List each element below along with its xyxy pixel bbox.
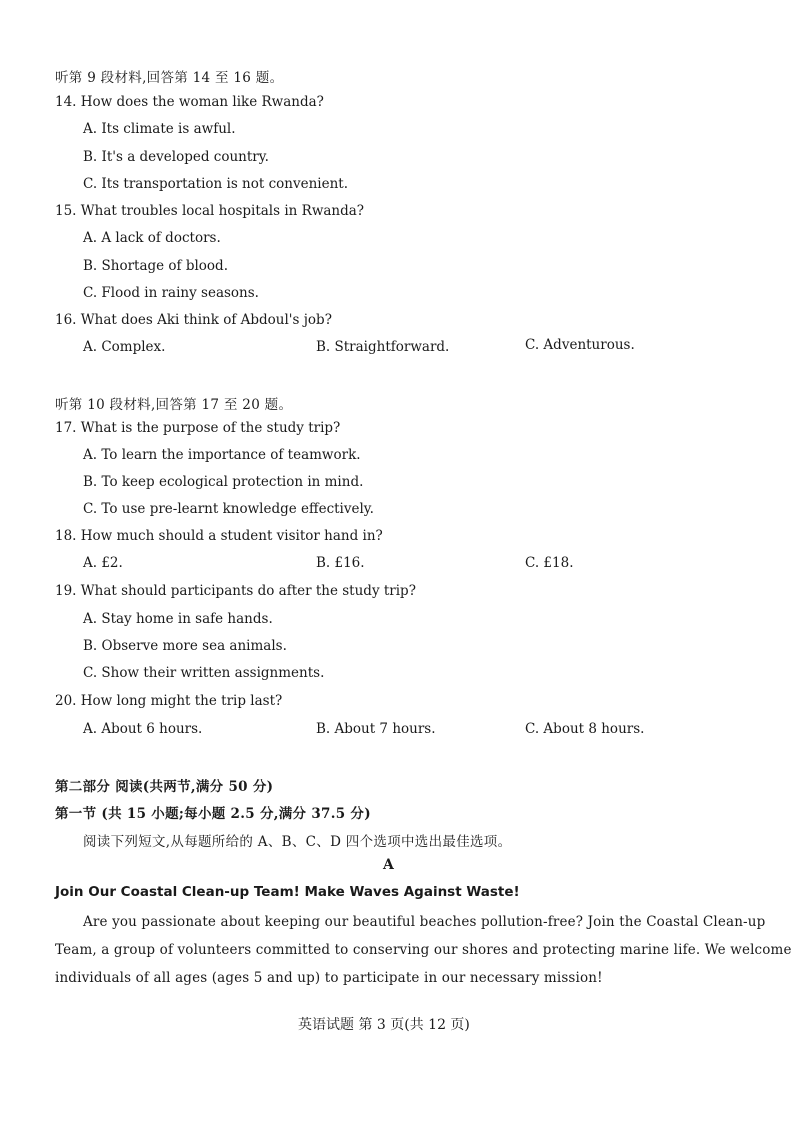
- q15-option-b: B. Shortage of blood.: [83, 258, 228, 274]
- question-15: 15. What troubles local hospitals in Rwanda?: [55, 203, 365, 219]
- question-19: 19. What should participants do after the study trip?: [55, 583, 416, 599]
- part-2-title: 第二部分 阅读(共两节,满分 50 分): [55, 779, 274, 795]
- q14-option-a: A. Its climate is awful.: [83, 121, 236, 137]
- q17-option-c: C. To use pre-learnt knowledge effectively.: [83, 501, 374, 517]
- q20-option-b: B. About 7 hours.: [316, 721, 436, 737]
- section-10-header: 听第 10 段材料,回答第 17 至 20 题。: [55, 397, 293, 413]
- section-1-title: 第一节 (共 15 小题;每小题 2.5 分,满分 37.5 分): [55, 806, 371, 822]
- q19-option-c: C. Show their written assignments.: [83, 665, 325, 681]
- q17-option-b: B. To keep ecological protection in mind.: [83, 474, 364, 490]
- q18-option-c: C. £18.: [525, 555, 574, 571]
- passage-line-2: Team, a group of volunteers committed to conserving our shores and protecting marine life. We welcome: [55, 942, 792, 958]
- question-17: 17. What is the purpose of the study trip?: [55, 420, 341, 436]
- q16-option-a: A. Complex.: [83, 339, 166, 355]
- q18-option-a: A. £2.: [83, 555, 123, 571]
- q16-option-c: C. Adventurous.: [525, 337, 635, 353]
- q15-option-a: A. A lack of doctors.: [83, 230, 221, 246]
- q14-option-c: C. Its transportation is not convenient.: [83, 176, 348, 192]
- reading-instruction: 阅读下列短文,从每题所给的 A、B、C、D 四个选项中选出最佳选项。: [83, 834, 512, 850]
- question-14: 14. How does the woman like Rwanda?: [55, 94, 324, 110]
- question-18: 18. How much should a student visitor hand in?: [55, 528, 383, 544]
- question-16: 16. What does Aki think of Abdoul's job?: [55, 312, 332, 328]
- passage-title: Join Our Coastal Clean-up Team! Make Waves Against Waste!: [55, 884, 520, 900]
- section-9-header: 听第 9 段材料,回答第 14 至 16 题。: [55, 70, 284, 86]
- passage-letter: A: [383, 857, 394, 873]
- q20-option-c: C. About 8 hours.: [525, 721, 645, 737]
- question-20: 20. How long might the trip last?: [55, 693, 283, 709]
- q16-option-b: B. Straightforward.: [316, 339, 450, 355]
- q19-option-b: B. Observe more sea animals.: [83, 638, 287, 654]
- q19-option-a: A. Stay home in safe hands.: [83, 611, 273, 627]
- page-footer: 英语试题 第 3 页(共 12 页): [298, 1017, 470, 1033]
- q15-option-c: C. Flood in rainy seasons.: [83, 285, 259, 301]
- passage-line-1: Are you passionate about keeping our beautiful beaches pollution-free? Join the Coastal Clean-up: [83, 914, 766, 930]
- q18-option-b: B. £16.: [316, 555, 365, 571]
- q17-option-a: A. To learn the importance of teamwork.: [83, 447, 361, 463]
- q14-option-b: B. It's a developed country.: [83, 149, 269, 165]
- passage-line-3: individuals of all ages (ages 5 and up) to participate in our necessary mission!: [55, 970, 603, 986]
- q20-option-a: A. About 6 hours.: [83, 721, 203, 737]
